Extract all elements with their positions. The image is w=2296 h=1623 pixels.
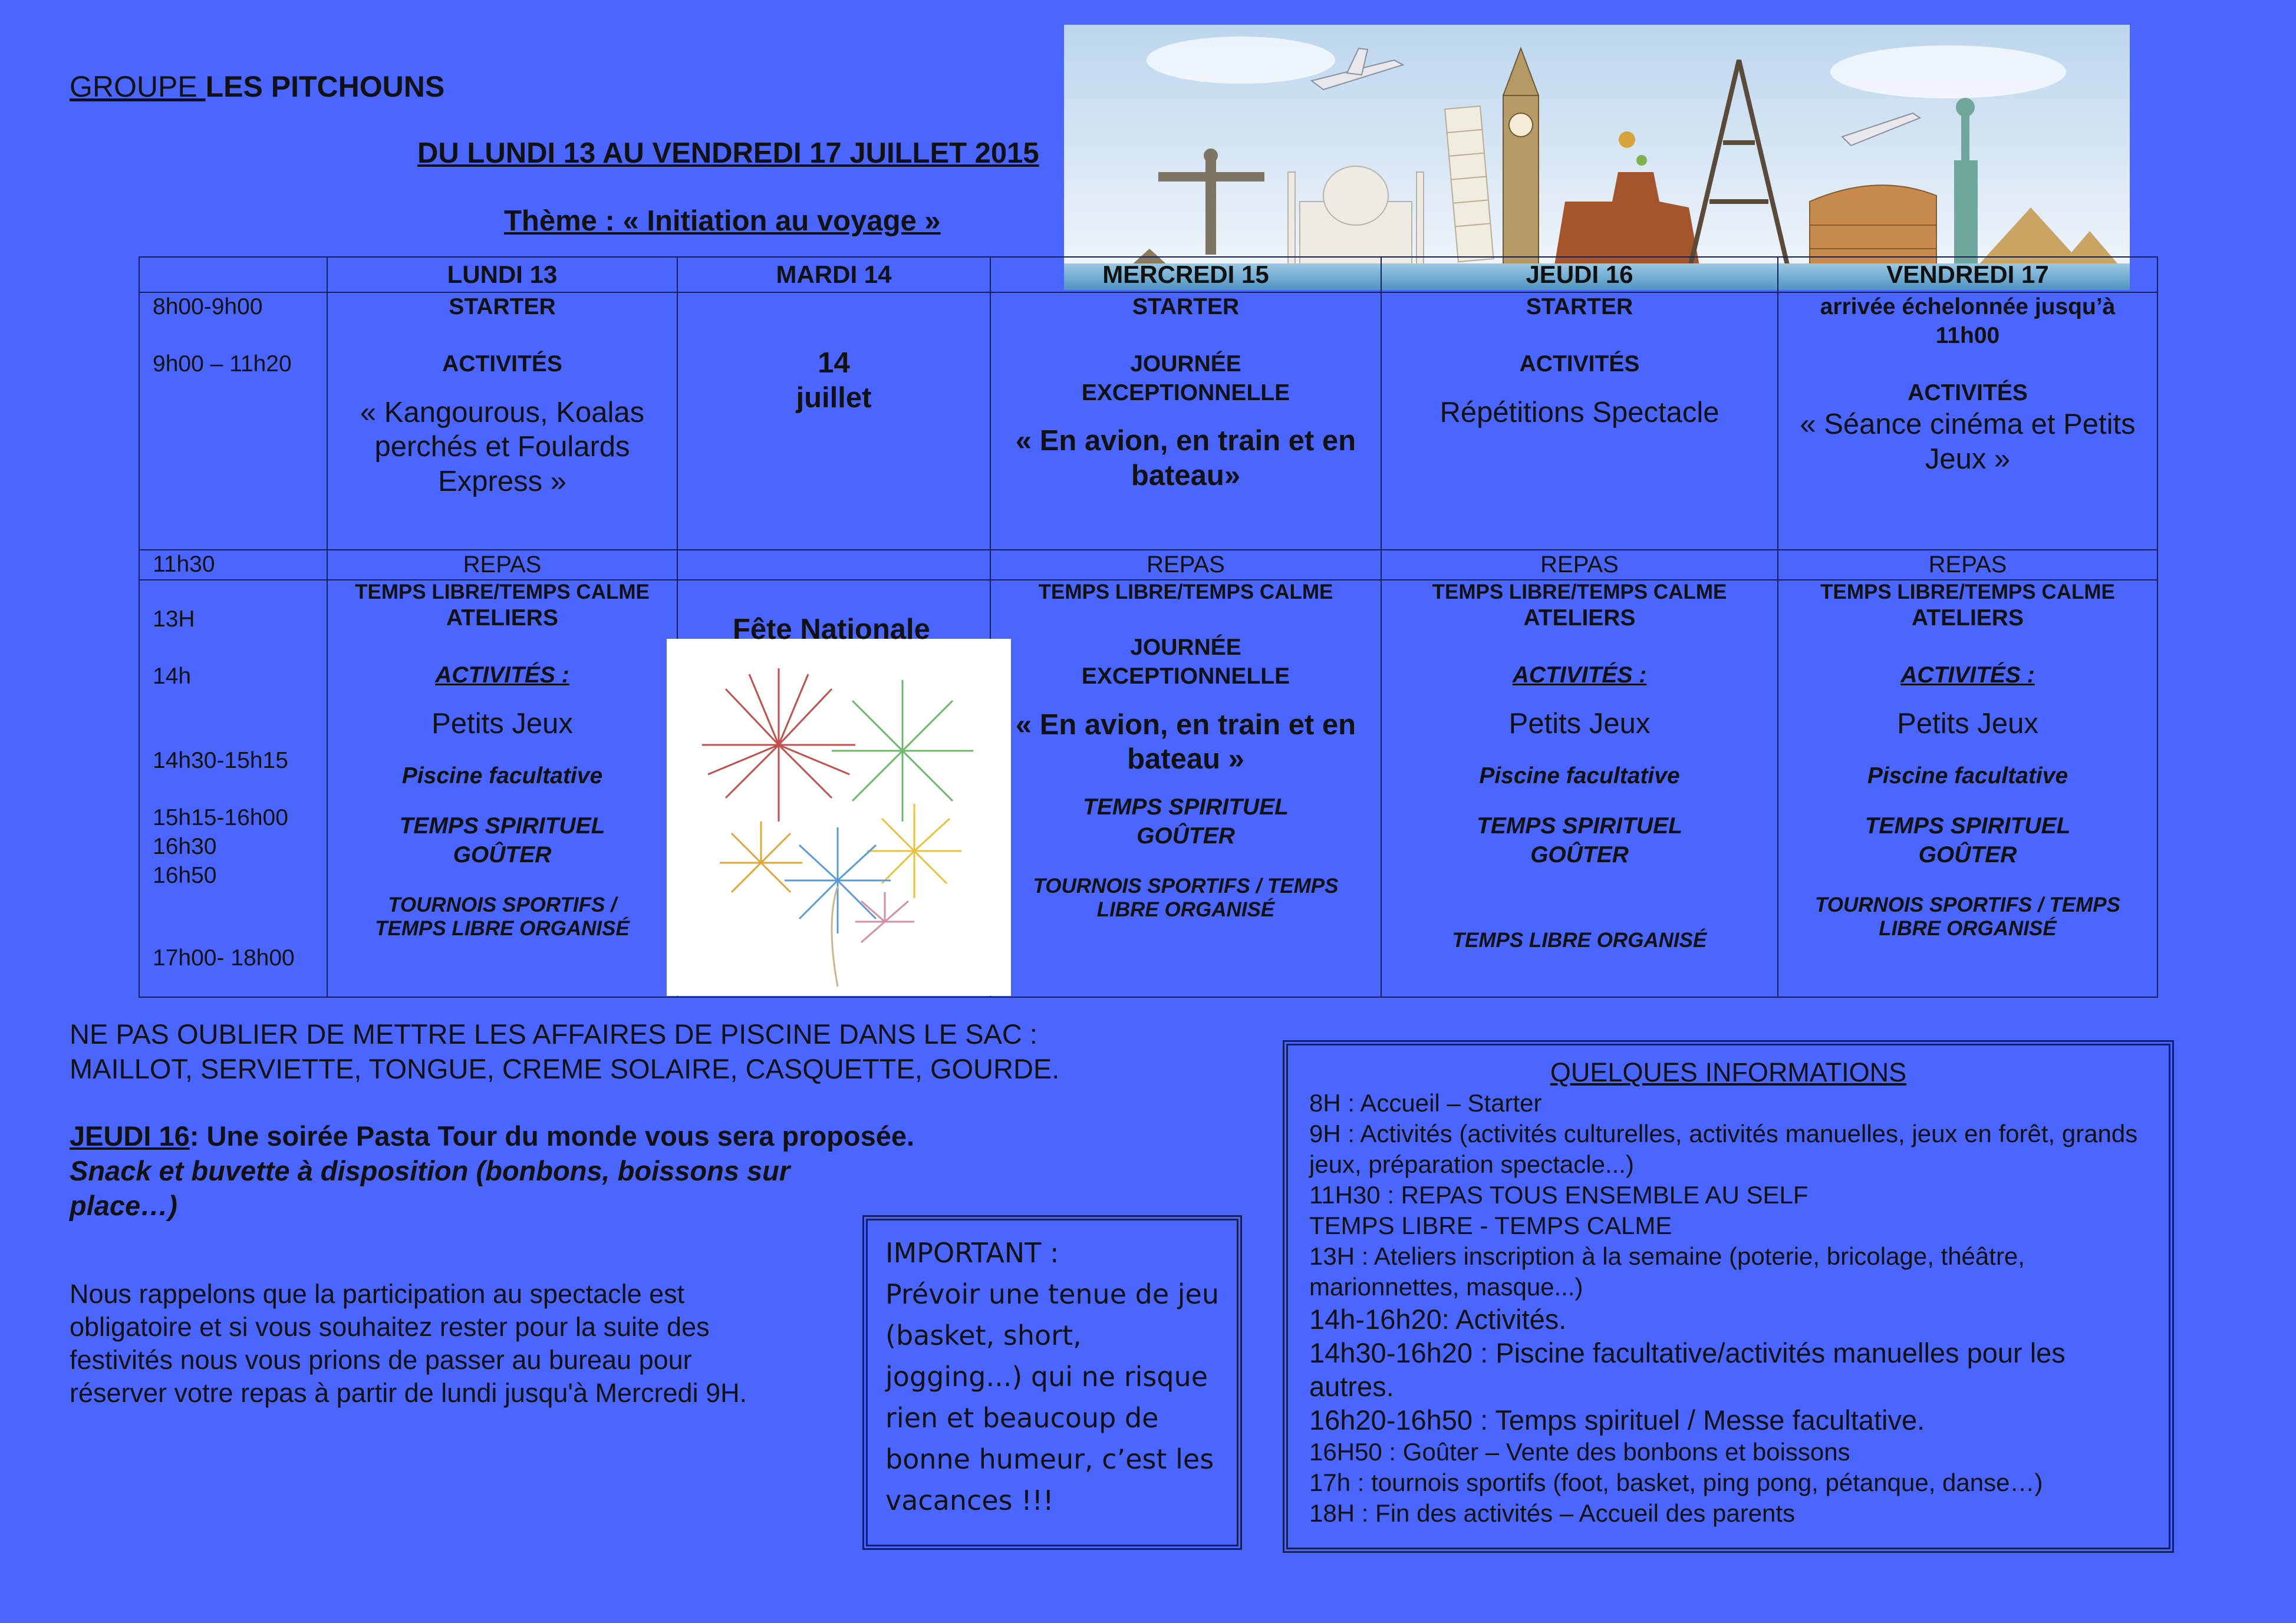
starter-label: STARTER — [1526, 294, 1633, 319]
activities-label: ACTIVITÉS — [442, 351, 562, 377]
games-label: Petits Jeux — [1897, 707, 2038, 740]
day-header: MERCREDI 15 — [990, 257, 1381, 292]
repas-cell: REPAS — [1381, 550, 1778, 580]
day-header: VENDREDI 17 — [1778, 257, 2157, 292]
holiday-title: Fête Nationale — [733, 613, 930, 645]
snack-label: GOÛTER — [1137, 823, 1235, 849]
info-line: 14h-16h20: Activités. — [1309, 1304, 1567, 1335]
games-label: Petits Jeux — [431, 707, 573, 740]
activities-label: ACTIVITÉS : — [1900, 662, 2035, 688]
tournaments-label: TOURNOIS SPORTIFS / TEMPS LIBRE ORGANISÉ — [1815, 893, 2120, 940]
info-line: 14h30-16h20 : Piscine facultative/activités manuelles pour les autres. — [1309, 1337, 2066, 1402]
repas-cell: REPAS — [327, 550, 677, 580]
time-label: 9h00 – 11h20 — [153, 351, 292, 377]
reminder-line: NE PAS OUBLIER DE METTRE LES AFFAIRES DE PISCINE DANS LE SAC : — [70, 1018, 1037, 1050]
important-text: Prévoir une tenue de jeu (basket, short, jogging...) qui ne risque rien et beaucoup de bonne humeur, c’est les vacances !!! — [885, 1278, 1219, 1516]
info-line: 16h20-16h50 : Temps spirituel / Messe facultative. — [1309, 1404, 1925, 1436]
special-day-label: JOURNÉE EXCEPTIONNELLE — [1081, 635, 1290, 689]
workshops-label: ATELIERS — [1912, 605, 2024, 631]
jeudi-morning — [1381, 292, 1778, 550]
activities-label: ACTIVITÉS : — [435, 662, 569, 688]
fireworks-image — [667, 639, 1011, 996]
info-line: TEMPS LIBRE - TEMPS CALME — [1309, 1212, 1672, 1239]
thursday-evening-note — [70, 1119, 914, 1223]
time-label: 16h50 — [153, 862, 217, 888]
tournaments-label: TOURNOIS SPORTIFS / TEMPS LIBRE ORGANISÉ — [375, 893, 630, 940]
holiday-month: juillet — [796, 381, 872, 414]
vendredi-morning — [1778, 292, 2157, 550]
info-line: 17h : tournois sportifs (foot, basket, ping pong, pétanque, danse…) — [1309, 1469, 2043, 1496]
snack-line: place…) — [70, 1190, 177, 1221]
spectacle-note: Nous rappelons que la participation au spectacle est obligatoire et si vous souhaitez rester pour la suite des festivités nous vous prions de passer au bureau pour réserver votre repas à partir de lundi jusqu'à Mercredi 9H. — [70, 1279, 747, 1408]
info-line: 18H : Fin des activités – Accueil des parents — [1309, 1499, 1796, 1527]
starter-label: STARTER — [449, 294, 556, 319]
time-label: 14h — [153, 663, 192, 689]
week-dates: DU LUNDI 13 AU VENDREDI 17 JUILLET 2015 — [417, 137, 1039, 169]
empty-header-cell — [139, 257, 327, 292]
tournaments-label: TEMPS LIBRE ORGANISÉ — [1452, 928, 1707, 952]
info-line: 11H30 : REPAS TOUS ENSEMBLE AU SELF — [1309, 1181, 1809, 1209]
lunch-row — [139, 550, 2157, 580]
snack-line: Snack et buvette à disposition (bonbons, boissons sur — [70, 1155, 790, 1186]
starter-label: STARTER — [1132, 294, 1240, 319]
tournaments-label: TOURNOIS SPORTIFS / TEMPS LIBRE ORGANISÉ — [1033, 874, 1339, 921]
time-label: 13H — [153, 606, 195, 632]
day-header: JEUDI 16 — [1381, 257, 1778, 292]
repas-cell: REPAS — [990, 550, 1381, 580]
workshops-label: ATELIERS — [1523, 605, 1636, 631]
info-title: QUELQUES INFORMATIONS — [1550, 1057, 1907, 1087]
day-header: MARDI 14 — [677, 257, 990, 292]
info-box — [1283, 1040, 2174, 1553]
info-line: 13H : Ateliers inscription à la semaine (poterie, bricolage, théâtre, marionnettes, masque...) — [1309, 1242, 2025, 1301]
workshops-label: ATELIERS — [446, 605, 558, 631]
thursday-label: JEUDI 16 — [70, 1120, 190, 1152]
free-time-label: TEMPS LIBRE/TEMPS CALME — [1038, 580, 1333, 603]
mercredi-morning — [990, 292, 1381, 550]
spiritual-label: TEMPS SPIRITUEL — [399, 813, 605, 839]
pool-label: Piscine facultative — [1479, 763, 1680, 789]
vendredi-afternoon — [1778, 580, 2157, 997]
group-name: LES PITCHOUNS — [205, 70, 445, 103]
pool-label: Piscine facultative — [401, 763, 603, 789]
afternoon-row — [139, 580, 2157, 997]
thursday-text: : Une soirée Pasta Tour du monde vous sera proposée. — [189, 1120, 915, 1152]
reminder-line: MAILLOT, SERVIETTE, TONGUE, CREME SOLAIRE, CASQUETTE, GOURDE. — [70, 1053, 1060, 1084]
info-line: 9H : Activités (activités culturelles, activités manuelles, jeux en forêt, grands jeux, préparation spectacle...) — [1309, 1120, 2138, 1178]
arrival-label: arrivée échelonnée jusqu’à 11h00 — [1820, 294, 2116, 348]
activity-title: « Kangourous, Koalas perchés et Foulards Express » — [360, 396, 645, 498]
day-header: LUNDI 13 — [327, 257, 677, 292]
info-line: 16H50 : Goûter – Vente des bonbons et boissons — [1309, 1438, 1850, 1466]
lunch-time: 11h30 — [139, 550, 327, 580]
activity-title: « Séance cinéma et Petits Jeux » — [1800, 408, 2136, 476]
jeudi-afternoon — [1381, 580, 1778, 997]
time-label: 17h00- 18h00 — [153, 945, 295, 971]
group-title — [70, 70, 444, 104]
lundi-afternoon — [327, 580, 677, 997]
time-label: 15h15-16h00 — [153, 805, 288, 830]
free-time-label: TEMPS LIBRE/TEMPS CALME — [355, 580, 650, 603]
activities-label: ACTIVITÉS : — [1512, 662, 1647, 688]
info-line: 8H : Accueil – Starter — [1309, 1089, 1542, 1117]
lundi-morning — [327, 292, 677, 550]
morning-row — [139, 292, 2157, 550]
free-time-label: TEMPS LIBRE/TEMPS CALME — [1432, 580, 1727, 603]
morning-times — [139, 292, 327, 550]
group-label: GROUPE — [70, 70, 206, 103]
time-label: 14h30-15h15 — [153, 748, 288, 774]
repas-cell: REPAS — [1778, 550, 2157, 580]
travel-banner-image — [1064, 25, 2130, 290]
pool-label: Piscine facultative — [1867, 763, 2068, 789]
table-header-row — [139, 257, 2157, 292]
weekly-schedule-table — [139, 256, 2158, 998]
pool-reminder — [70, 1017, 1059, 1086]
afternoon-times — [139, 580, 327, 997]
week-theme: Thème : « Initiation au voyage » — [504, 205, 941, 237]
free-time-label: TEMPS LIBRE/TEMPS CALME — [1820, 580, 2115, 603]
snack-label: GOÛTER — [453, 842, 552, 867]
time-label: 16h30 — [153, 833, 217, 859]
activities-label: ACTIVITÉS — [1519, 351, 1640, 377]
holiday-day: 14 — [818, 347, 850, 379]
activity-title: « En avion, en train et en bateau » — [1015, 708, 1356, 776]
snack-label: GOÛTER — [1530, 842, 1629, 867]
activities-label: ACTIVITÉS — [1908, 380, 2028, 405]
snack-label: GOÛTER — [1918, 842, 2017, 867]
mercredi-afternoon — [990, 580, 1381, 997]
mardi-morning — [677, 292, 990, 550]
important-box — [862, 1215, 1242, 1550]
time-label: 8h00-9h00 — [153, 294, 263, 319]
spiritual-label: TEMPS SPIRITUEL — [1477, 813, 1682, 839]
special-day-label: JOURNÉE EXCEPTIONNELLE — [1081, 351, 1290, 405]
spiritual-label: TEMPS SPIRITUEL — [1083, 794, 1289, 820]
games-label: Petits Jeux — [1508, 707, 1651, 740]
spiritual-label: TEMPS SPIRITUEL — [1865, 813, 2071, 839]
activity-title: « En avion, en train et en bateau» — [1015, 425, 1356, 492]
empty-cell — [677, 550, 990, 580]
activity-title: Répétitions Spectacle — [1439, 396, 1719, 428]
important-title: IMPORTANT : — [885, 1237, 1059, 1269]
